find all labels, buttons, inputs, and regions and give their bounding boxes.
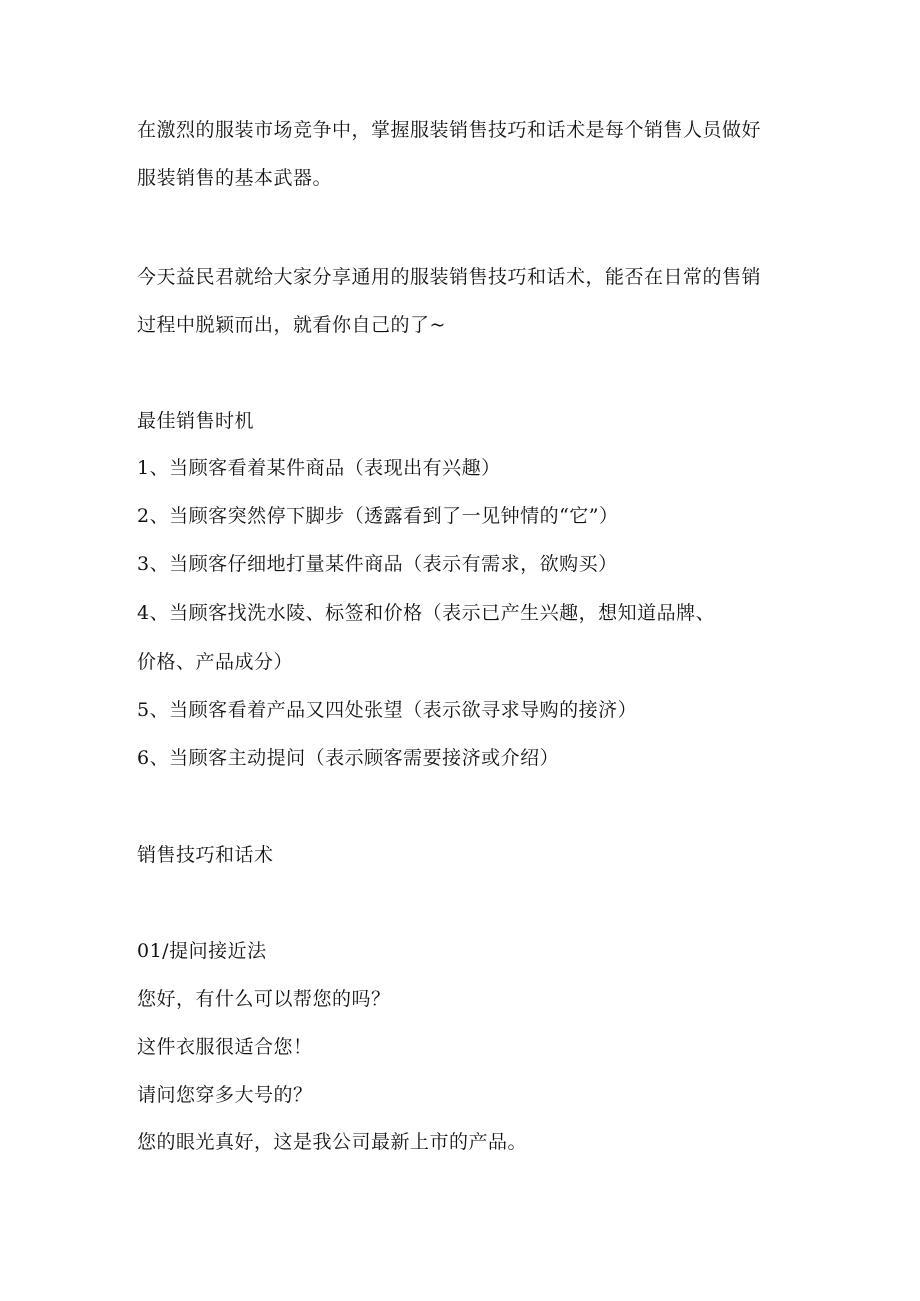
section-01-line-2: 这件衣服很适合您！ — [137, 1036, 313, 1058]
intro-paragraph-2-line-2: 过程中脱颖而出，就看你自己的了~ — [137, 314, 446, 336]
section-01-line-1: 您好，有什么可以帮您的吗？ — [137, 988, 391, 1010]
intro-paragraph-1-line-2: 服装销售的基本武器。 — [137, 167, 333, 189]
section-01-line-4: 您的眼光真好，这是我公司最新上市的产品。 — [137, 1131, 528, 1153]
timing-item-4-continued: 价格、产品成分） — [137, 651, 294, 673]
timing-item-1: 1、当顾客看着某件商品（表现出有兴趣） — [137, 457, 501, 479]
skills-heading: 销售技巧和话术 — [137, 844, 274, 866]
timing-item-6: 6、当顾客主动提问（表示顾客需要接济或介绍） — [137, 747, 560, 769]
timing-item-3: 3、当顾客仔细地打量某件商品（表示有需求，欲购买） — [137, 553, 618, 575]
timing-item-2: 2、当顾客突然停下脚步（透露看到了一见钟情的“它”） — [137, 505, 619, 527]
intro-paragraph-1-line-1: 在激烈的服装市场竞争中，掌握服装销售技巧和话术是每个销售人员做好 — [137, 119, 762, 141]
timing-item-4: 4、当顾客找洗水陵、标签和价格（表示已产生兴趣，想知道品牌、 — [137, 602, 716, 624]
intro-paragraph-2-line-1: 今天益民君就给大家分享通用的服装销售技巧和话术，能否在日常的售销 — [137, 266, 762, 288]
section-01-line-3: 请问您穿多大号的？ — [137, 1084, 313, 1106]
timing-heading: 最佳销售时机 — [137, 410, 255, 432]
section-01-title: 01/提问接近法 — [137, 940, 267, 962]
timing-item-5: 5、当顾客看着产品又四处张望（表示欲寻求导购的接济） — [137, 699, 638, 721]
